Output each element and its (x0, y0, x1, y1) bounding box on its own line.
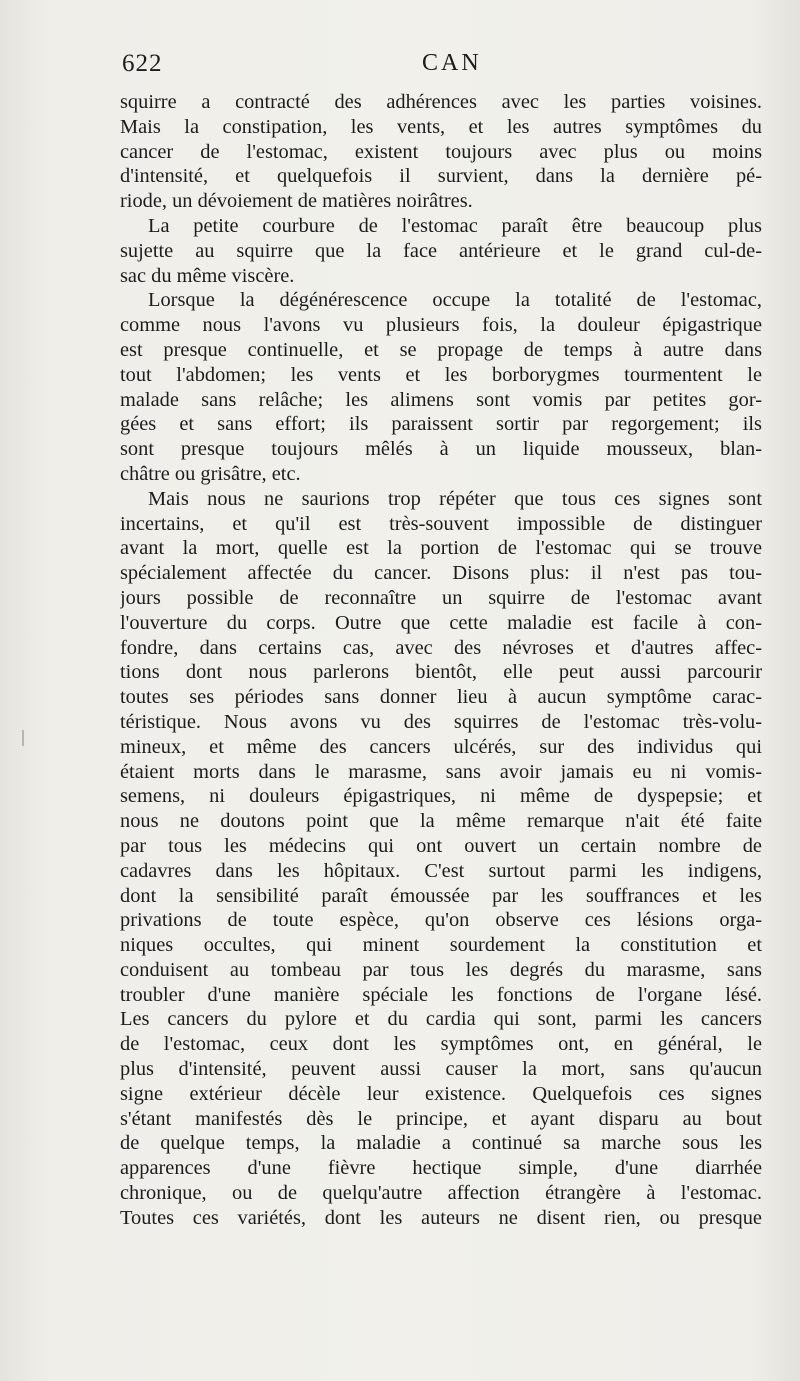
text-line: l'ouverture du corps. Outre que cette maladie est facile à con- (120, 611, 762, 634)
text-line: Toutes ces variétés, dont les auteurs ne disent rien, ou presque (120, 1206, 762, 1229)
text-line: de quelque temps, la maladie a continué sa marche sous les (120, 1132, 762, 1155)
text-line: Les cancers du pylore et du cardia qui sont, parmi les cancers (120, 1008, 762, 1031)
text-line: avant la mort, quelle est la portion de l'estomac qui se trouve (120, 537, 762, 560)
text-line: tout l'abdomen; les vents et les borborygmes tourmentent le (120, 363, 762, 386)
text-line: dont la sensibilité paraît émoussée par les souffrances et les (120, 884, 762, 907)
text-line: gées et sans effort; ils paraissent sortir par regorgement; ils (120, 413, 762, 436)
text-line: riode, un dévoiement de matières noirâtres. (120, 190, 473, 213)
text-line: tions dont nous parlerons bientôt, elle peut aussi parcourir (120, 661, 762, 684)
page-number: 622 (122, 50, 163, 77)
text-line: par tous les médecins qui ont ouvert un certain nombre de (120, 834, 762, 857)
text-line: nous ne doutons point que la même remarque n'ait été faite (120, 810, 762, 833)
text-line: Mais nous ne saurions trop répéter que tous ces signes sont (148, 487, 762, 510)
text-line: de l'estomac, ceux dont les symptômes ont, en général, le (120, 1033, 762, 1056)
text-line: cadavres dans les hôpitaux. C'est surtout parmi les indigens, (120, 859, 762, 882)
text-line: étaient morts dans le marasme, sans avoir jamais eu ni vomis- (120, 760, 762, 783)
text-line: incertains, et qu'il est très-souvent impossible de distinguer (120, 512, 762, 535)
text-line: châtre ou grisâtre, etc. (120, 462, 301, 485)
text-line: téristique. Nous avons vu des squirres de l'estomac très-volu- (120, 710, 762, 733)
text-line: fondre, dans certains cas, avec des névroses et d'autres affec- (120, 636, 762, 659)
text-line: Lorsque la dégénérescence occupe la totalité de l'estomac, (148, 289, 762, 312)
text-line: malade sans relâche; les alimens sont vomis par petites gor- (120, 388, 762, 411)
text-line: sac du même viscère. (120, 264, 295, 287)
text-line: privations de toute espèce, qu'on observe ces lésions orga- (120, 909, 762, 932)
text-line: toutes ses périodes sans donner lieu à aucun symptôme carac- (120, 686, 762, 709)
text-line: conduisent au tombeau par tous les degrés du marasme, sans (120, 958, 762, 981)
text-line: semens, ni douleurs épigastriques, ni même de dyspepsie; et (120, 785, 762, 808)
text-line: est presque continuelle, et se propage de temps à autre dans (120, 338, 762, 361)
text-line: d'intensité, et quelquefois il survient, dans la dernière pé- (120, 165, 762, 188)
text-line: troubler d'une manière spéciale les fonctions de l'organe lésé. (120, 983, 762, 1006)
text-line: mineux, et même des cancers ulcérés, sur des individus qui (120, 735, 762, 758)
body-text (120, 90, 762, 1231)
text-line: sujette au squirre que la face antérieure et le grand cul-de- (120, 239, 762, 262)
text-line: sont presque toujours mêlés à un liquide mousseux, blan- (120, 438, 762, 461)
margin-mark (22, 730, 24, 746)
text-line: La petite courbure de l'estomac paraît être beaucoup plus (148, 214, 762, 237)
text-line: niques occultes, qui minent sourdement la constitution et (120, 934, 762, 957)
text-line: apparences d'une fièvre hectique simple, d'une diarrhée (120, 1157, 762, 1180)
text-line: spécialement affectée du cancer. Disons plus: il n'est pas tou- (120, 562, 762, 585)
text-line: chronique, ou de quelqu'autre affection étrangère à l'estomac. (120, 1182, 762, 1205)
text-line: jours possible de reconnaître un squirre de l'estomac avant (120, 586, 762, 609)
running-head: CAN (422, 50, 482, 76)
page-header (122, 50, 762, 86)
text-line: s'étant manifestés dès le principe, et ayant disparu au bout (120, 1107, 762, 1130)
text-line: Mais la constipation, les vents, et les autres symptômes du (120, 115, 762, 138)
text-line: plus d'intensité, peuvent aussi causer la mort, sans qu'aucun (120, 1058, 762, 1081)
text-line: squirre a contracté des adhérences avec les parties voisines. (120, 91, 762, 113)
text-line: comme nous l'avons vu plusieurs fois, la douleur épigastrique (120, 314, 762, 337)
text-line: signe extérieur décèle leur existence. Quelquefois ces signes (120, 1082, 762, 1105)
text-line: cancer de l'estomac, existent toujours avec plus ou moins (120, 140, 762, 163)
